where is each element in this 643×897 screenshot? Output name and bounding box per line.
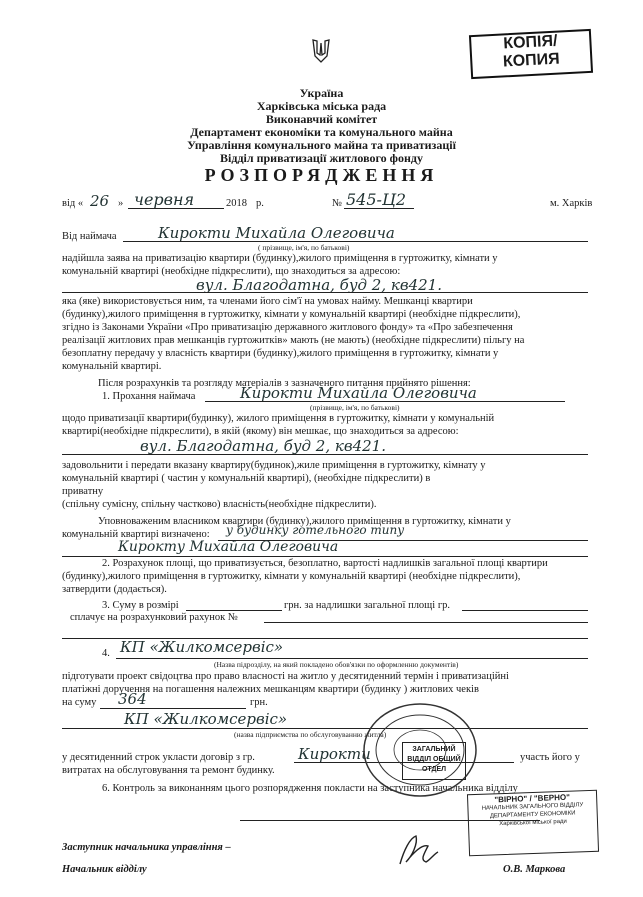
trident-emblem-icon [312, 38, 330, 64]
header-country: Україна [299, 86, 344, 100]
para-4: (будинку),жилого приміщення в гуртожитку, кімнати у комунальній квартирі (необхідне підкреслити), [62, 309, 521, 320]
item3-line1b: грн. за надлишки загальної площі гр. [284, 600, 450, 611]
para-1: надійшла заява на приватизацію квартири (будинку),жилого приміщення в гуртожитку, кімнати у [62, 253, 498, 264]
header-department: Департамент економіки та комунального майна [190, 125, 453, 139]
item5-line2: витратах на обслуговування та ремонт будинку. [62, 765, 275, 776]
item4-num: 4. [102, 648, 110, 659]
item1-owner-name: Кирокту Михайла Олеговича [118, 539, 339, 555]
item2-line3: затвердити (додається). [62, 584, 167, 595]
copy-stamp-line2: КОПИЯ [502, 50, 561, 71]
para-7: безоплатну передачу у власність квартири (будинку),жилого приміщення в гуртожитку, кімнати у [62, 348, 499, 359]
address-1: вул. Благодатна, буд 2, кв421. [196, 276, 442, 294]
date-month: червня [134, 190, 195, 209]
header-management: Управління комунального майна та приватизації [187, 138, 456, 152]
item3-line2: сплачує на розрахунковий рахунок № [70, 612, 238, 623]
item4-line2: платіжні доручення на погашення належних мешканцям квартири (будинку ) житлових чеків [62, 684, 479, 695]
item2-line2: (будинку),жилого приміщення в гуртожитку, кімнати у комунальній квартирі (необхідне підкреслити), [62, 571, 521, 582]
para-6: реалізації житлових прав мешканців гуртожитків» мають (не мають) (необхідне підкреслити) пільгу на [62, 335, 525, 346]
para-3: яка (яке) використовується ним, та членами його сім'ї на умовах найму. Мешканці квартири [62, 296, 473, 307]
general-dept-stamp-text: ЗАГАЛЬНИЙ ВІДДІЛ ОБЩИЙ ОТДЕЛ [407, 746, 461, 773]
date-mid: » [118, 198, 124, 209]
applicant-label: Від наймача [62, 231, 117, 242]
item1-line8: комунальній квартирі визначено: [62, 529, 210, 540]
item4-unit: КП «Жилкомсервіс» [120, 638, 284, 656]
verno-stamp-line2: ДЕПАРТАМЕНТУ ЕКОНОМІКИ [489, 810, 576, 820]
item1-line6: (спільну сумісну, спільну частково) власність(необхідне підкреслити). [62, 499, 377, 510]
item1-owner-note: у будинку готельного типу [226, 523, 405, 537]
verno-stamp-line3: Харківської міської ради [499, 818, 567, 828]
document-title: РОЗПОРЯДЖЕННЯ [204, 165, 439, 185]
item1-line5: приватну [62, 486, 104, 497]
header-city-council: Харківська міська рада [256, 99, 387, 113]
applicant-name: Кирокти Михайла Олеговича [158, 224, 395, 242]
place: м. Харків [550, 198, 593, 209]
head-signature-label: Начальник відділу [62, 864, 147, 875]
item1-line7: Уповноваженим власником квартири (будинку),жилого приміщення в гуртожитку, кімнати у [98, 516, 511, 527]
signatory-name: О.В. Маркова [503, 864, 566, 875]
handwritten-signature [392, 830, 442, 870]
verno-stamp-line1: НАЧАЛЬНИК ЗАГАЛЬНОГО ВІДДІЛУ [481, 802, 584, 812]
date-year: 2018 [226, 198, 247, 209]
item5-person: Кирокти [298, 745, 371, 763]
para-5: згідно із Законами України «Про приватизацію державного житлового фонду» та «Про забезпечення [62, 322, 513, 333]
item1-line4: комунальній квартирі ( частин у комунальній квартирі), (необхідне підкреслити) в [62, 473, 431, 484]
date-day: 26 [90, 192, 110, 210]
item4-hint2: (назва підприємства по обслуговуванню житла) [234, 730, 387, 739]
number-label: № [332, 198, 343, 209]
date-year-suffix: р. [256, 198, 264, 209]
item1-text: 1. Прохання наймача [102, 391, 196, 402]
para-8: комунальній квартирі. [62, 361, 162, 372]
applicant-hint: ( прізвище, ім'я, по батькові) [258, 243, 350, 252]
header-block [0, 87, 643, 165]
item5-line1a: у десятиденний строк укласти договір з гр. [62, 752, 255, 763]
header-division: Відділ приватизації житлового фонду [220, 151, 423, 165]
copy-stamp-line1: КОПІЯ/ [502, 32, 558, 53]
date-prefix: від « [62, 198, 84, 209]
para-9: Після розрахунків та розгляду матеріалів з зазначеного питання прийнято рішення: [98, 378, 471, 389]
item4-line3a: на суму [62, 697, 97, 708]
item2-line1: 2. Розрахунок площі, що приватизується, безоплатно, вартості надлишків загальної площі квартири [102, 558, 548, 569]
item6-line1: 6. Контроль за виконанням цього розпорядження покласти на заступника начальника відділу [102, 783, 518, 794]
document-number: 545-Ц2 [346, 190, 407, 209]
verno-stamp-title: "ВІРНО" / "ВЕРНО" [494, 792, 571, 805]
item4-hint: (Назва підрозділу, на який покладено обов'язки по оформленню документів) [214, 660, 459, 669]
para-2: комунальній квартирі (необхідне підкреслити), що знаходиться за адресою: [62, 266, 401, 277]
item1-line3: задовольнити і передати вказану квартиру(будинок),жиле приміщення в гуртожитку, кімнату у [62, 460, 486, 471]
header-committee: Виконавчий комітет [265, 112, 378, 126]
item1-line2: квартирі(необхідне підкреслити), в якій (якому) він мешкає, що знаходиться за адресою: [62, 426, 459, 437]
item4-unit2: КП «Жилкомсервіс» [124, 710, 288, 728]
item1-hint: (прізвище, ім'я, по батькові) [310, 403, 400, 412]
general-dept-stamp [402, 742, 466, 780]
item5-line1b: участь його у [520, 752, 580, 763]
item1-address: вул. Благодатна, буд 2, кв421. [140, 437, 386, 455]
copy-stamp [469, 29, 593, 79]
item4-line3b: грн. [250, 697, 268, 708]
deputy-signature-label: Заступник начальника управління – [62, 842, 231, 853]
verno-stamp [467, 790, 599, 856]
item4-line1: підготувати проект свідоцтва про право власності на житло у десятиденний термін і приватизаційні [62, 671, 509, 682]
item1-name: Кирокти Михайла Олеговича [240, 384, 477, 402]
item3-line1a: 3. Суму в розмірі [102, 600, 179, 611]
item4-sum: 364 [118, 690, 147, 708]
item1-line1: щодо приватизації квартири(будинку), жилого приміщення в гуртожитку, кімнати у комунальній [62, 413, 495, 424]
